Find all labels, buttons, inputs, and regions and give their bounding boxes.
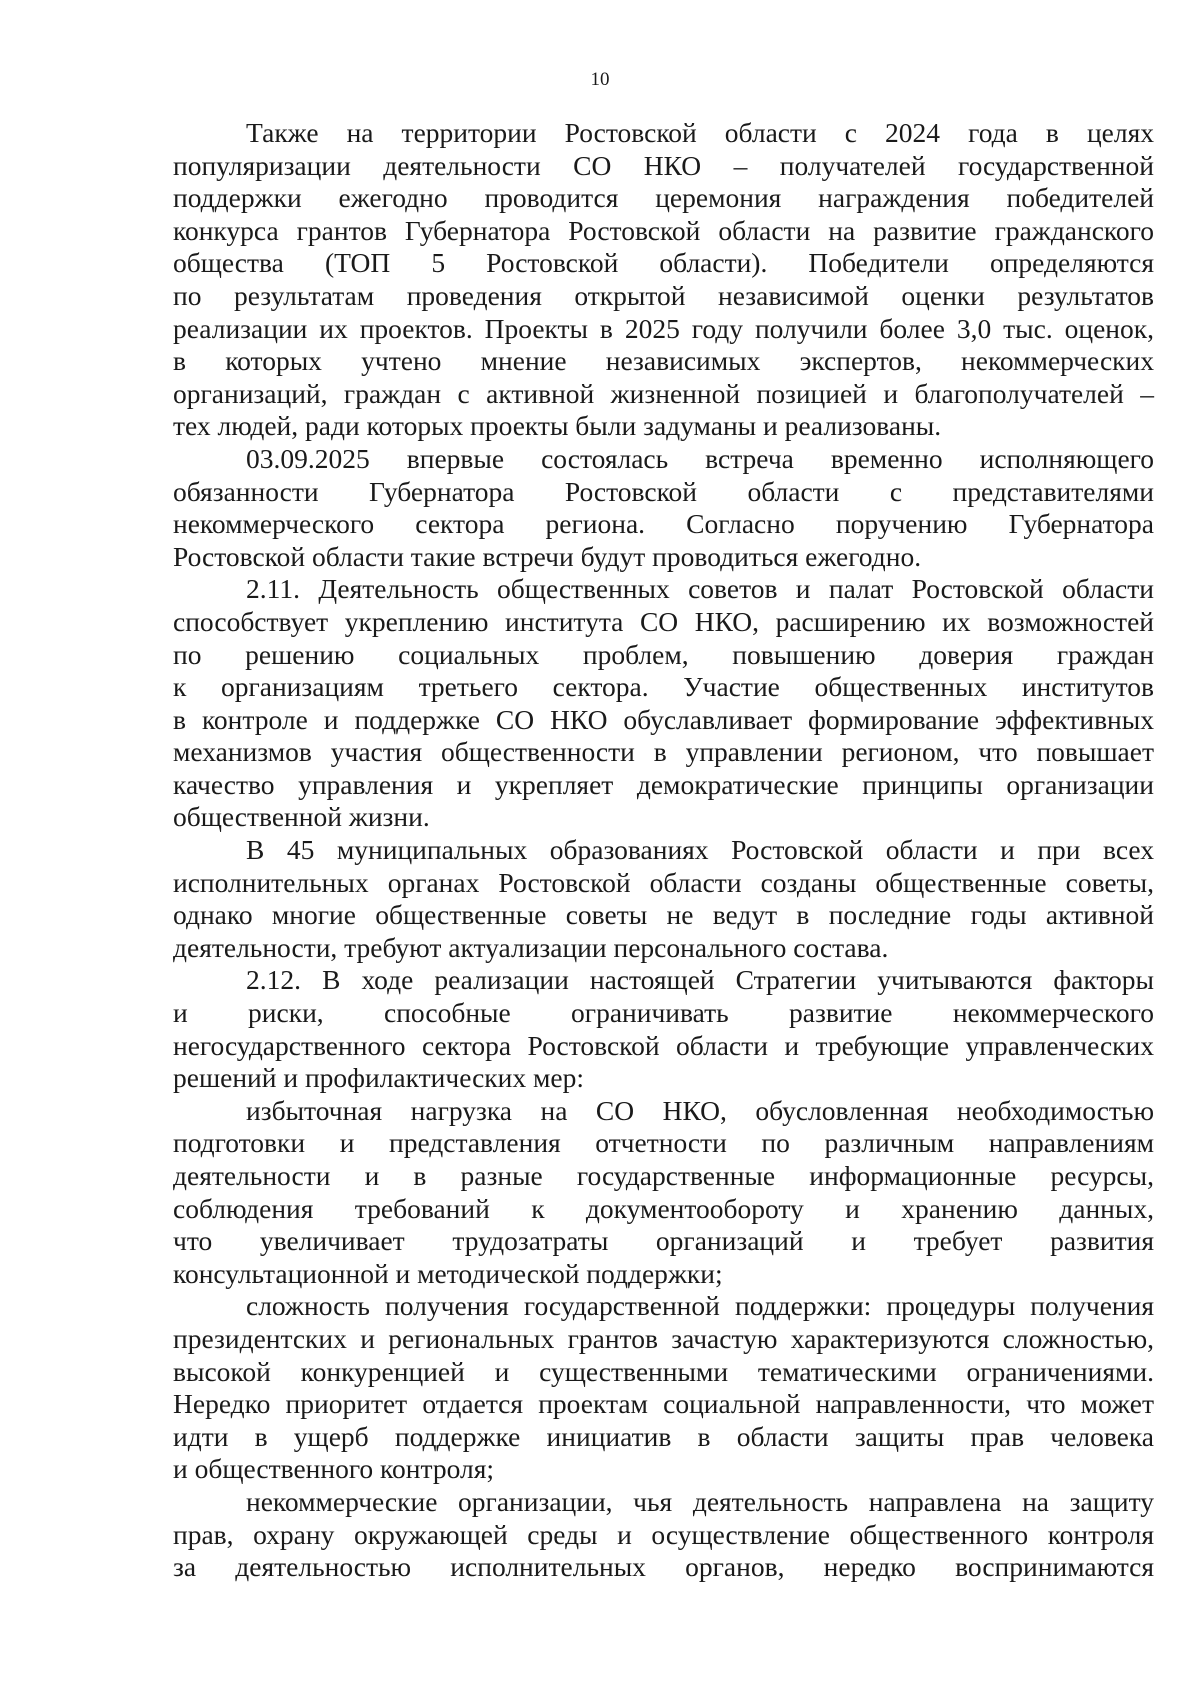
text-line: президентских и региональных грантов зачастую характеризуются сложностью, (173, 1322, 1154, 1354)
text-line: Ростовской области такие встречи будут проводиться ежегодно. (173, 540, 922, 572)
text-line: по решению социальных проблем, повышению доверия граждан (173, 638, 1154, 670)
text-line: исполнительных органах Ростовской области созданы общественные советы, (173, 866, 1154, 898)
text-line: в которых учтено мнение независимых экспертов, некоммерческих (173, 345, 1154, 377)
text-line: решений и профилактических мер: (173, 1062, 584, 1094)
page-number: 10 (590, 69, 610, 90)
text-line: консультационной и методической поддержки; (173, 1257, 723, 1289)
text-line: сложность получения государственной поддержки: процедуры получения (246, 1290, 1154, 1322)
paragraph (173, 834, 1154, 964)
text-line: обязанности Губернатора Ростовской области с представителями (173, 475, 1154, 507)
text-line: 03.09.2025 впервые состоялась встреча временно исполняющего (246, 442, 1154, 474)
text-line: организаций, граждан с активной жизненной позицией и благополучателей – (173, 377, 1154, 409)
text-line: общественной жизни. (173, 801, 430, 833)
text-line: негосударственного сектора Ростовской области и требующие управленческих (173, 1029, 1154, 1061)
text-line: по результатам проведения открытой независимой оценки результатов (173, 279, 1154, 311)
paragraph (173, 443, 1154, 573)
text-line: к организациям третьего сектора. Участие общественных институтов (173, 671, 1154, 703)
paragraph (173, 1486, 1154, 1584)
text-line: популяризации деятельности СО НКО – получателей государственной (173, 149, 1154, 181)
text-line: Нередко приоритет отдается проектам социальной направленности, что может (173, 1388, 1154, 1420)
text-line: тех людей, ради которых проекты были задуманы и реализованы. (173, 410, 942, 442)
text-line: за деятельностью исполнительных органов, нередко воспринимаются (173, 1551, 1154, 1583)
paragraph (173, 117, 1154, 443)
text-line: способствует укреплению института СО НКО, расширению их возможностей (173, 605, 1154, 637)
text-line: 2.11. Деятельность общественных советов и палат Ростовской области (246, 573, 1154, 605)
text-line: соблюдения требований к документообороту и хранению данных, (173, 1192, 1154, 1224)
text-line: поддержки ежегодно проводится церемония награждения победителей (173, 182, 1154, 214)
text-line: некоммерческие организации, чья деятельность направлена на защиту (246, 1485, 1154, 1517)
text-line: прав, охрану окружающей среды и осуществление общественного контроля (173, 1518, 1154, 1550)
paragraph (173, 964, 1154, 1094)
text-line: реализации их проектов. Проекты в 2025 году получили более 3,0 тыс. оценок, (173, 312, 1154, 344)
text-line: идти в ущерб поддержке инициатив в области защиты прав человека (173, 1420, 1154, 1452)
document-body (173, 117, 1154, 1584)
text-line: общества (ТОП 5 Ростовской области). Победители определяются (173, 247, 1154, 279)
text-line: механизмов участия общественности в управлении регионом, что повышает (173, 736, 1154, 768)
text-line: и общественного контроля; (173, 1453, 494, 1485)
text-line: избыточная нагрузка на СО НКО, обусловленная необходимостью (246, 1094, 1154, 1126)
text-line: Также на территории Ростовской области с 2024 года в целях (246, 117, 1154, 148)
paragraph (173, 1095, 1154, 1291)
paragraph (173, 573, 1154, 834)
text-line: деятельности, требуют актуализации персонального состава. (173, 931, 889, 963)
paragraph (173, 1290, 1154, 1486)
text-line: что увеличивает трудозатраты организаций и требует развития (173, 1225, 1154, 1257)
text-line: В 45 муниципальных образованиях Ростовской области и при всех (246, 834, 1154, 866)
text-line: в контроле и поддержке СО НКО обуславливает формирование эффективных (173, 703, 1154, 735)
text-line: и риски, способные ограничивать развитие некоммерческого (173, 997, 1154, 1029)
text-line: конкурса грантов Губернатора Ростовской области на развитие гражданского (173, 214, 1154, 246)
text-line: некоммерческого сектора региона. Согласно поручению Губернатора (173, 508, 1154, 540)
text-line: подготовки и представления отчетности по различным направлениям (173, 1127, 1154, 1159)
text-line: качество управления и укрепляет демократические принципы организации (173, 768, 1154, 800)
text-line: 2.12. В ходе реализации настоящей Стратегии учитываются факторы (246, 964, 1154, 996)
text-line: деятельности и в разные государственные информационные ресурсы, (173, 1160, 1154, 1191)
text-line: однако многие общественные советы не ведут в последние годы активной (173, 899, 1154, 931)
text-line: высокой конкуренцией и существенными тематическими ограничениями. (173, 1355, 1154, 1387)
